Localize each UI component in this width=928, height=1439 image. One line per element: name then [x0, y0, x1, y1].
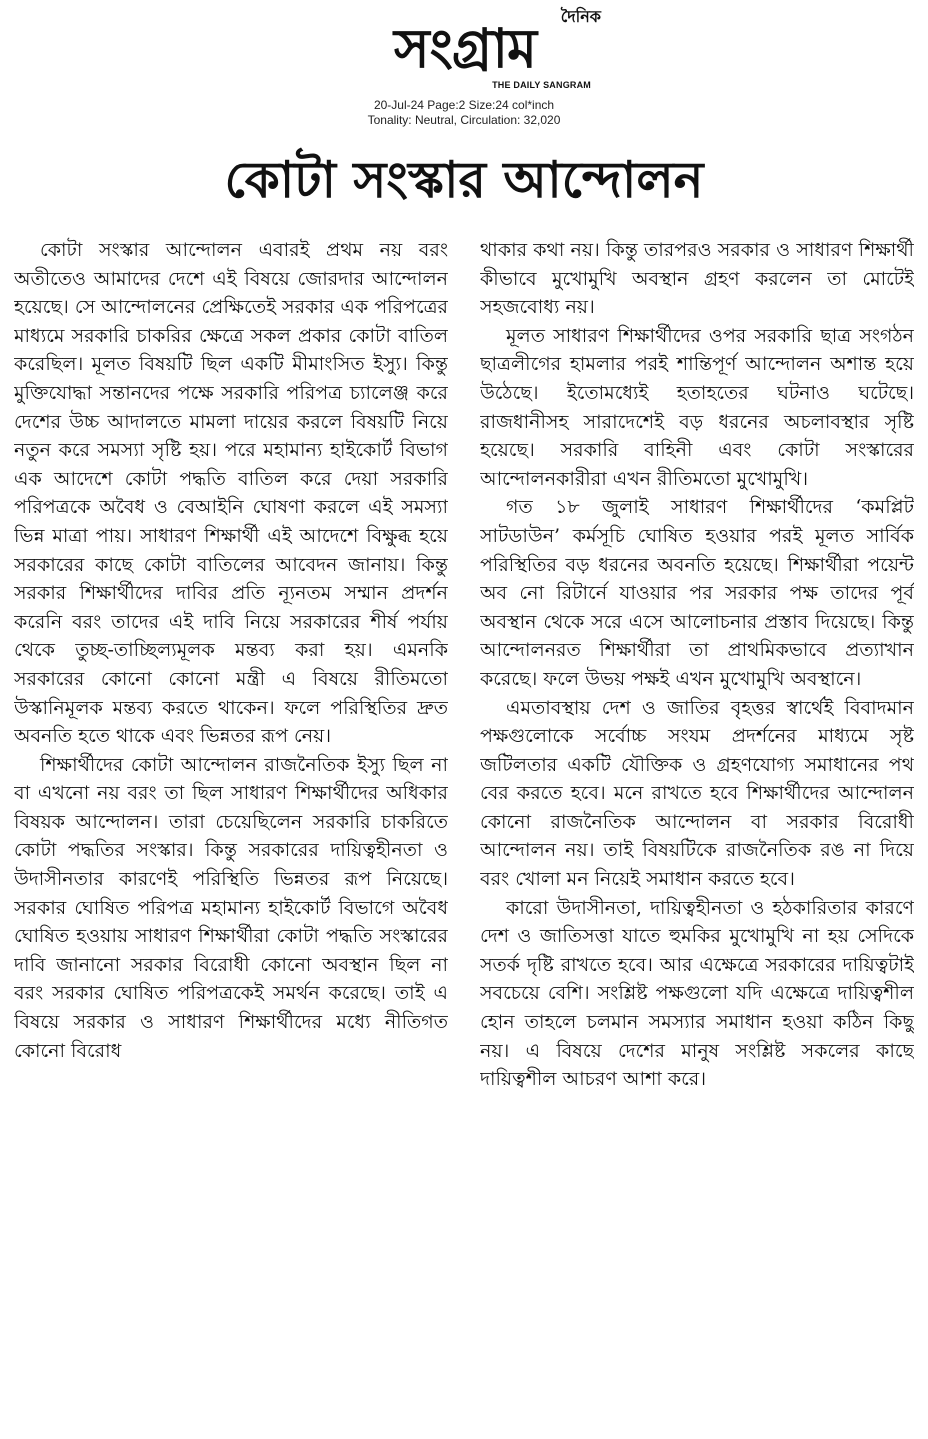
- article-paragraph: গত ১৮ জুলাই সাধারণ শিক্ষার্থীদের ‘কমপ্লিট সাটডাউন’ কর্মসূচি ঘোষিত হওয়ার পরই মূলত সার্বিক পরিস্থিতির বড় ধরনের অবনতি হয়েছে। শিক্ষার্থীরা পয়েন্ট অব নো রিটার্নে যাওয়ার পর সরকার পক্ষ তাদের পূর্ব অবস্থান থেকে সরে এসে আলোচনার প্রস্তাব দিয়েছে। কিন্তু আন্দোলনরত শিক্ষার্থীরা তা প্রাথমিকভাবে প্রত্যাখান করেছে। ফলে উভয় পক্ষই এখন মুখোমুখি অবস্থানে।: [480, 496, 914, 690]
- clipping-meta-line-2: Tonality: Neutral, Circulation: 32,020: [367, 113, 561, 127]
- article-headline: কোটা সংস্কার আন্দোলন: [224, 150, 704, 209]
- article-left-column: [14, 236, 448, 1366]
- article-paragraph: শিক্ষার্থীদের কোটা আন্দোলন রাজনৈতিক ইস্যু ছিল না বা এখনো নয় বরং তা ছিল সাধারণ শিক্ষার্থীদের অধিকার বিষয়ক আন্দোলন। তারা চেয়েছিলেন সরকারি চাকরিতে কোটা পদ্ধতির সংস্কার। কিন্তু সরকারের দায়িত্বহীনতা ও উদাসীনতার কারণেই পরিস্থিতি ভিন্নতর রূপ নিয়েছে। সরকার ঘোষিত পরিপত্র মহামান্য হাইকোর্ট বিভাগে অবৈধ ঘোষিত হওয়ায় সাধারণ শিক্ষার্থীরা কোটা পদ্ধতি সংস্কারের দাবি জানানো সরকার বিরোধী কোনো অবস্থান ছিল না বরং সরকার ঘোষিত পরিপত্রকেই সমর্থন করেছে। তাই এ বিষয়ে সরকার ও সাধারণ শিক্ষার্থীদের মধ্যে নীতিগত কোনো বিরোধ: [14, 753, 448, 1062]
- newspaper-logo: [325, 4, 605, 94]
- masthead: [0, 0, 928, 130]
- article-paragraph: কোটা সংস্কার আন্দোলন এবারই প্রথম নয় বরং অতীতেও আমাদের দেশে এই বিষয়ে জোরদার আন্দোলন হয়েছে। সে আন্দোলনের প্রেক্ষিতেই সরকার এক পরিপত্রের মাধ্যমে সরকারি চাকরির ক্ষেত্রে সকল প্রকার কোটা বাতিল করেছিল। মূলত বিষয়টি ছিল একটি মীমাংসিত ইস্যু। কিন্তু মুক্তিযোদ্ধা সন্তানদের পক্ষে সরকারি পরিপত্র চ্যালেঞ্জ করে দেশের উচ্চ আদালতে মামলা দায়ের করলে বিষয়টি নিয়ে নতুন করে সমস্যা সৃষ্টি হয়। পরে মহামান্য হাইকোর্ট বিভাগ এক আদেশে কোটা পদ্ধতি বাতিল করে দেয়া সরকারি পরিপত্রকে অবৈধ ও বেআইনি ঘোষণা করলে এই সমস্যা ভিন্ন মাত্রা পায়। সাধারণ শিক্ষার্থী এই আদেশে বিক্ষুব্ধ হয়ে সরকারের কাছে কোটা বাতিলের আবেদন জানায়। কিন্তু সরকার শিক্ষার্থীদের দাবির প্রতি ন্যূনতম সম্মান প্রদর্শন করেনি বরং তাদের এই দাবি নিয়ে সরকারের শীর্ষ পর্যায় থেকে তুচ্ছ-তাচ্ছিল্যমূলক মন্তব্য করা হয়। এমনকি সরকারের কোনো কোনো মন্ত্রী এ বিষয়ে রীতিমতো উস্কানিমূলক মন্তব্য করতে থাকেন। ফলে পরিস্থিতির দ্রুত অবনতি হতে থাকে এবং ভিন্নতর রূপ নেয়।: [14, 239, 448, 748]
- article-right-column: [480, 236, 914, 1366]
- article-paragraph-continuation: থাকার কথা নয়। কিন্তু তারপরও সরকার ও সাধারণ শিক্ষার্থী কীভাবে মুখোমুখি অবস্থান গ্রহণ করলেন তা মোটেই সহজবোধ্য নয়।: [480, 239, 914, 319]
- article-paragraph: এমতাবস্থায় দেশ ও জাতির বৃহত্তর স্বার্থেই বিবাদমান পক্ষগুলোকে সর্বোচ্চ সংযম প্রদর্শনের মাধ্যমে সৃষ্ট জটিলতার একটি যৌক্তিক ও গ্রহণযোগ্য সমাধানের পথ বের করতে হবে। মনে রাখতে হবে শিক্ষার্থীদের আন্দোলন কোনো রাজনৈতিক আন্দোলন বা সরকার বিরোধী আন্দোলন নয়। তাই বিষয়টিকে রাজনৈতিক রঙ না দিয়ে বরং খোলা মন নিয়েই সমাধান করতে হবে।: [480, 696, 914, 891]
- clipping-meta-line-1: 20-Jul-24 Page:2 Size:24 col*inch: [373, 98, 555, 112]
- article-paragraph: কারো উদাসীনতা, দায়িত্বহীনতা ও হঠকারিতার কারণে দেশ ও জাতিসত্তা যাতে হুমকির মুখোমুখি না হয় সেদিকে সতর্ক দৃষ্টি রাখতে হবে। আর এক্ষেত্রে সরকারের দায়িত্বটাই সবচেয়ে বেশি। সংশ্লিষ্ট পক্ষগুলো যদি এক্ষেত্রে দায়িত্বশীল হোন তাহলে চলমান সমস্যার সমাধান হওয়া কঠিন কিছু নয়। এ বিষয়ে দেশের মানুষ সংশ্লিষ্ট সকলের কাছে দায়িত্বশীল আচরণ আশা করে।: [480, 896, 914, 1091]
- logo-small-text: দৈনিক: [560, 7, 601, 26]
- logo-english-text: THE DAILY SANGRAM: [492, 80, 591, 90]
- article-paragraph: মূলত সাধারণ শিক্ষার্থীদের ওপর সরকারি ছাত্র সংগঠন ছাত্রলীগের হামলার পরই শান্তিপূর্ণ আন্দোলন অশান্ত হয়ে উঠেছে। ইতোমধ্যেই হতাহতের ঘটনাও ঘটেছে। রাজধানীসহ সারাদেশেই বড় ধরনের অচলাবস্থার সৃষ্টি হয়েছে। সরকারি বাহিনী এবং কোটা সংস্কারের আন্দোলনকারীরা এখন রীতিমতো মুখোমুখি।: [480, 324, 914, 490]
- logo-main-text: সংগ্রাম: [393, 16, 536, 80]
